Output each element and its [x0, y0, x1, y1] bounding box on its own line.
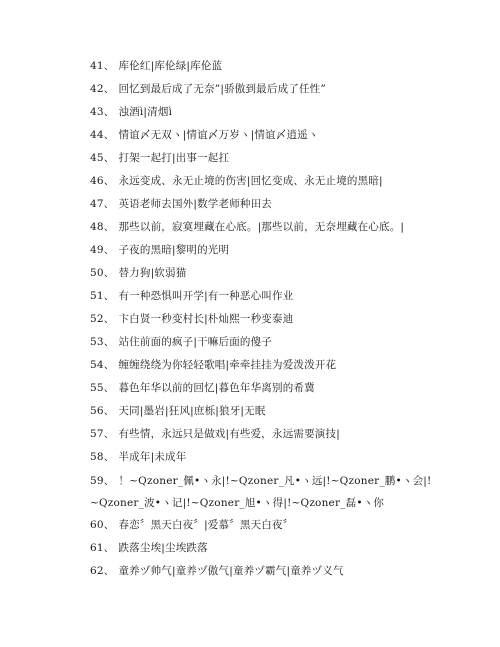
list-item	[90, 101, 450, 124]
item-text: 缠缠绕绕为你轻轻歌唱|牵牵挂挂为爱泼泼开花	[118, 359, 337, 371]
item-text: 有些情，永远只是做戏|有些爱，永远需要演技|	[118, 428, 340, 440]
item-number: 51、	[90, 290, 115, 302]
list-item	[90, 470, 438, 514]
list-item	[90, 331, 450, 354]
item-number: 50、	[90, 267, 115, 279]
list-item	[90, 560, 450, 583]
item-text: 英语老师去国外|数学老师种田去	[118, 198, 273, 210]
item-text: 童养ヅ帅气|童养ヅ傲气|童养ヅ霸气|童养ヅ义气	[118, 565, 344, 577]
item-text: 跌落尘埃|尘埃跌落	[118, 542, 208, 554]
list-item	[90, 55, 450, 78]
item-text: 暮色年华以前的回忆|暮色年华离别的希冀	[118, 382, 315, 394]
item-number: 47、	[90, 198, 115, 210]
item-number: 46、	[90, 175, 115, 187]
list-item	[90, 285, 450, 308]
item-text: 卞白贤一秒变村长|朴灿熙一秒变泰迪	[118, 313, 294, 325]
item-number: 62、	[90, 565, 115, 577]
list-item	[90, 147, 450, 170]
item-text: 打架一起打|出事一起扛	[118, 152, 230, 164]
list-item	[90, 239, 450, 262]
list-item	[90, 124, 450, 147]
item-number: 42、	[90, 83, 115, 95]
item-text: 情谊〆无双ヽ|情谊〆万岁ヽ|情谊〆逍遥ヽ	[118, 129, 319, 141]
item-text: 浊酒ì|清烟ì	[118, 106, 173, 118]
item-number: 55、	[90, 382, 115, 394]
item-text: 有一种恐惧叫开学|有一种恶心叫作业	[118, 290, 294, 302]
item-number: 49、	[90, 244, 115, 256]
item-text: 天同|墨岩|狂风|庶栎|狼牙|无眠	[118, 405, 266, 417]
list-item	[90, 216, 450, 239]
list-item	[90, 446, 450, 469]
item-text: 春恋〞黑天白夜〞|爱慕〞黑天白夜〞	[118, 519, 294, 531]
item-number: 44、	[90, 129, 115, 141]
item-text: 站住前面的疯子|干嘛后面的傻子	[118, 336, 273, 348]
item-number: 60、	[90, 519, 115, 531]
item-text: 半成年|未成年	[118, 451, 187, 463]
item-number: 52、	[90, 313, 115, 325]
item-number: 61、	[90, 542, 115, 554]
list-item	[90, 354, 450, 377]
item-text: 子夜的黑暗|黎明的光明	[118, 244, 230, 256]
list-item	[90, 308, 450, 331]
item-number: 41、	[90, 60, 115, 72]
item-text: 永远变成、永无止境的伤害|回忆变成、永无止境的黑暗|	[118, 175, 383, 187]
list-item	[90, 193, 450, 216]
list-item	[90, 377, 450, 400]
list-item	[90, 400, 450, 423]
item-number: 59、	[90, 475, 115, 487]
item-number: 53、	[90, 336, 115, 348]
list-item	[90, 262, 450, 285]
item-text: ！~Qzoner_佩•ヽ永|!~Qzoner_凡•ヽ远|!~Qzoner_鹏•ヽ会|!~Qzoner_波•ヽ记|!~Qzoner_旭•ヽ得|!~Qzoner_磊•ヽ你	[90, 475, 432, 509]
item-text: 回忆到最后成了无奈”|骄傲到最后成了任性”	[118, 83, 326, 95]
item-number: 54、	[90, 359, 115, 371]
item-number: 56、	[90, 405, 115, 417]
item-number: 48、	[90, 221, 115, 233]
list-item	[90, 537, 450, 560]
item-text: 库伦红|库伦绿|库伦蓝	[118, 60, 223, 72]
list-item	[90, 423, 450, 446]
item-number: 43、	[90, 106, 115, 118]
item-number: 58、	[90, 451, 115, 463]
item-text: 替力狗|软弱猫	[118, 267, 187, 279]
list-item	[90, 170, 450, 193]
item-number: 57、	[90, 428, 115, 440]
item-text: 那些以前，寂寞埋藏在心底。|那些以前，无奈埋藏在心底。|	[118, 221, 405, 233]
list-item	[90, 78, 450, 101]
item-number: 45、	[90, 152, 115, 164]
list-item	[90, 514, 450, 537]
